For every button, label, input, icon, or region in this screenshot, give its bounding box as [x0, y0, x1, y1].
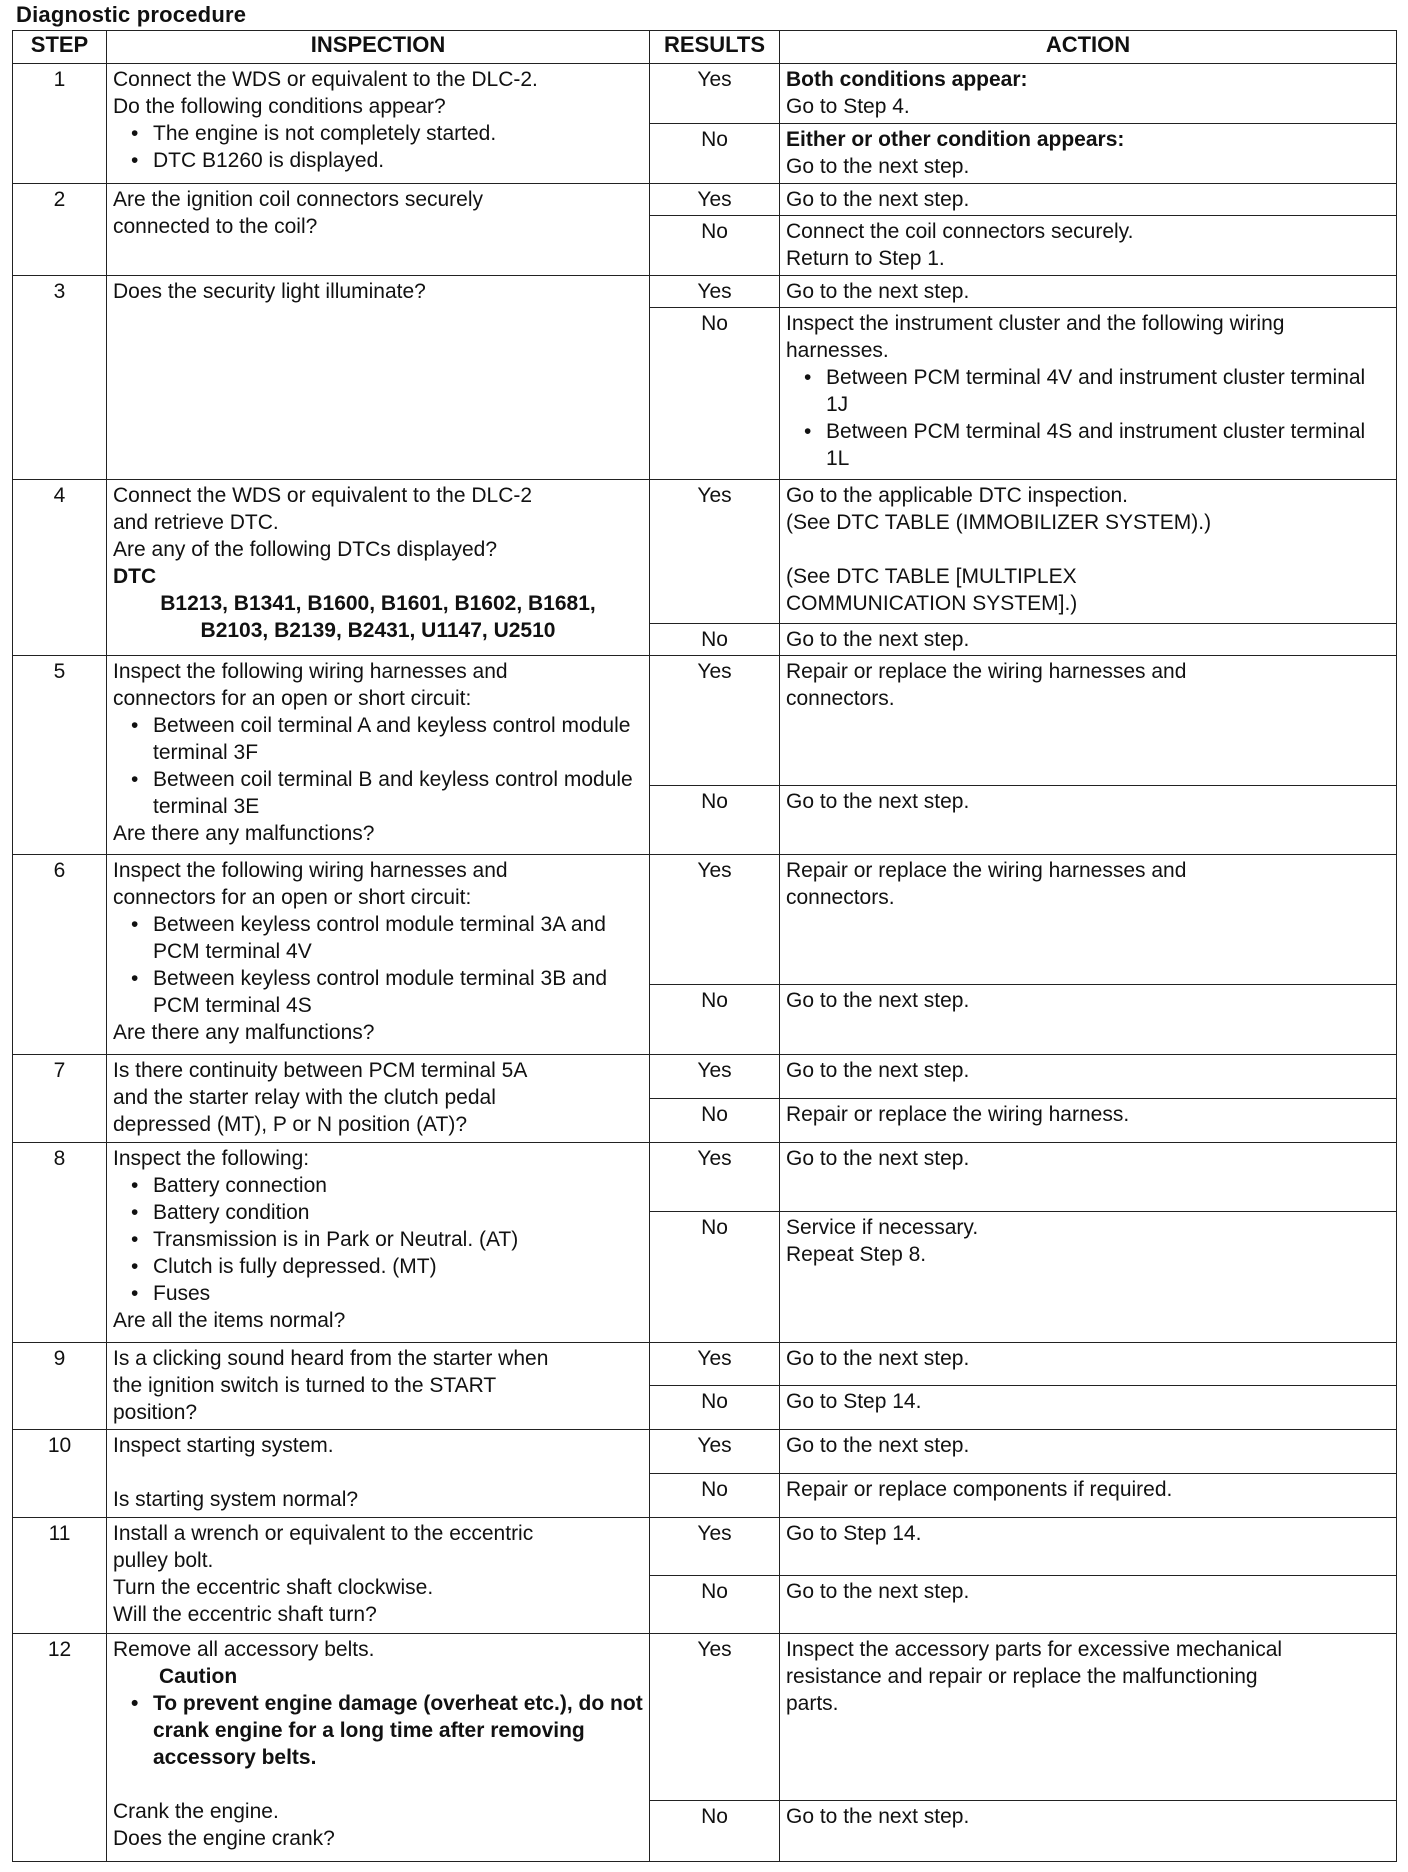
text-line: Go to Step 4. — [786, 95, 910, 118]
text-line: B2103, B2139, B2431, U1147, U2510 — [200, 618, 556, 642]
table-row — [13, 184, 1397, 216]
action-cell — [780, 216, 1397, 276]
step-number: 3 — [13, 276, 107, 480]
bullet-item: • Transmission is in Park or Neutral. (AT) — [113, 1226, 643, 1253]
table-row — [13, 1518, 1397, 1576]
bullet-item: • Between coil terminal A and keyless control module terminal 3F — [113, 712, 643, 766]
table-body — [13, 64, 1397, 1862]
inspection-cell — [107, 1518, 650, 1634]
text-line: Caution — [159, 1665, 238, 1689]
result-cell: Yes — [650, 1634, 780, 1801]
inspection-cell — [107, 855, 650, 1055]
header-results: RESULTS — [650, 31, 780, 64]
text-line: Go to Step 14. — [786, 1390, 922, 1414]
result-cell: Yes — [650, 479, 780, 623]
text-line: position? — [113, 1400, 198, 1424]
result-cell: Yes — [650, 855, 780, 985]
inspection-cell — [107, 479, 650, 655]
text-line: parts. — [786, 1692, 839, 1716]
table-row — [13, 479, 1397, 623]
text-line: Does the security light illuminate? — [113, 280, 426, 304]
result-cell: No — [650, 124, 780, 184]
text-line: Go to Step 14. — [786, 1522, 922, 1546]
step-number: 8 — [13, 1142, 107, 1342]
table-row — [13, 1054, 1397, 1098]
action-cell — [780, 64, 1397, 124]
text-line: Inspect starting system. — [113, 1434, 334, 1458]
table-row — [13, 276, 1397, 308]
text-line: Does the engine crank? — [113, 1827, 335, 1851]
text-line: Go to the next step. — [786, 1580, 970, 1604]
bullet-item: • Between PCM terminal 4V and instrument cluster terminal 1J — [786, 364, 1390, 418]
inspection-cell — [107, 64, 650, 184]
result-cell: Yes — [650, 64, 780, 124]
text-line: Go to the next step. — [786, 1804, 970, 1828]
text-line: Repair or replace components if required. — [786, 1478, 1173, 1502]
result-cell: No — [650, 1474, 780, 1518]
bullet-item: • DTC B1260 is displayed. — [113, 147, 643, 174]
step-number: 1 — [13, 64, 107, 184]
bullet-item: • To prevent engine damage (overheat etc.), do not crank engine for a long time after removing accessory belts. — [113, 1690, 643, 1771]
table-row — [13, 655, 1397, 785]
text-line: Go to the next step. — [786, 1146, 970, 1170]
action-cell — [780, 1342, 1397, 1386]
action-cell — [780, 1800, 1397, 1861]
action-cell — [780, 1142, 1397, 1212]
bullet-item: • Between keyless control module terminal 3B and PCM terminal 4S — [113, 965, 643, 1019]
inspection-cell — [107, 1142, 650, 1342]
action-cell — [780, 276, 1397, 308]
header-action: ACTION — [780, 31, 1397, 64]
bullet-item: • Battery condition — [113, 1199, 643, 1226]
inspection-cell — [107, 276, 650, 480]
text-line: Remove all accessory belts. — [113, 1638, 375, 1662]
text-line: Is starting system normal? — [113, 1488, 359, 1512]
action-cell — [780, 1212, 1397, 1342]
bullet-item: • The engine is not completely started. — [113, 120, 643, 147]
text-line: Inspect the accessory parts for excessive mechanical — [786, 1638, 1283, 1662]
result-cell: No — [650, 985, 780, 1055]
bullet-item: • Battery connection — [113, 1172, 643, 1199]
text-line: Inspect the following wiring harnesses and — [113, 859, 508, 883]
step-number: 5 — [13, 655, 107, 855]
text-line: Turn the eccentric shaft clockwise. — [113, 1576, 434, 1600]
text-line: Go to the next step. — [786, 627, 970, 651]
bullet-item: • Between coil terminal B and keyless control module terminal 3E — [113, 766, 643, 820]
result-cell: No — [650, 1212, 780, 1342]
result-cell: Yes — [650, 1430, 780, 1474]
text-line: and retrieve DTC. — [113, 510, 279, 534]
action-cell — [780, 1098, 1397, 1142]
header-row — [13, 31, 1397, 64]
action-cell — [780, 184, 1397, 216]
table-row — [13, 855, 1397, 985]
result-cell: Yes — [650, 276, 780, 308]
text-line: Connect the WDS or equivalent to the DLC-2 — [113, 483, 533, 507]
text-line: the ignition switch is turned to the START — [113, 1373, 497, 1397]
text-line: B1213, B1341, B1600, B1601, B1602, B1681, — [160, 591, 596, 615]
result-cell: No — [650, 623, 780, 655]
table-row — [13, 1142, 1397, 1212]
bullet-item: • Between PCM terminal 4S and instrument cluster terminal 1L — [786, 418, 1390, 472]
step-number: 7 — [13, 1054, 107, 1142]
action-cell — [780, 655, 1397, 785]
step-number: 12 — [13, 1634, 107, 1862]
inspection-cell — [107, 655, 650, 855]
step-number: 9 — [13, 1342, 107, 1430]
step-number: 2 — [13, 184, 107, 276]
result-cell: Yes — [650, 184, 780, 216]
result-cell: Yes — [650, 1054, 780, 1098]
action-cell — [780, 985, 1397, 1055]
text-line: Will the eccentric shaft turn? — [113, 1603, 377, 1627]
table-row — [13, 1634, 1397, 1801]
result-cell: No — [650, 1800, 780, 1861]
text-line: Install a wrench or equivalent to the eccentric — [113, 1522, 534, 1546]
table-row — [13, 64, 1397, 124]
text-line: Connect the WDS or equivalent to the DLC-2. — [113, 68, 538, 91]
text-line: Are there any malfunctions? — [113, 821, 375, 845]
header-step: STEP — [13, 31, 107, 64]
inspection-cell — [107, 1634, 650, 1862]
text-line: Repair or replace the wiring harness. — [786, 1102, 1130, 1126]
spacer — [786, 536, 1390, 563]
text-line: Are all the items normal? — [113, 1308, 346, 1332]
text-line: connectors. — [786, 686, 895, 710]
action-cell — [780, 785, 1397, 855]
action-cell — [780, 1576, 1397, 1634]
step-number: 10 — [13, 1430, 107, 1518]
result-cell: No — [650, 308, 780, 480]
action-cell — [780, 124, 1397, 184]
text-line: connected to the coil? — [113, 215, 318, 238]
bullet-item: • Fuses — [113, 1280, 643, 1307]
inspection-cell — [107, 1430, 650, 1518]
table-row — [13, 1342, 1397, 1386]
text-line: Inspect the following wiring harnesses and — [113, 659, 508, 683]
action-cell — [780, 1386, 1397, 1430]
text-line: pulley bolt. — [113, 1549, 214, 1573]
action-cell — [780, 308, 1397, 480]
text-line: Crank the engine. — [113, 1800, 279, 1824]
text-line: Go to the next step. — [786, 989, 970, 1013]
text-line: Go to the next step. — [786, 188, 970, 211]
text-line: Repair or replace the wiring harnesses and — [786, 859, 1187, 883]
result-cell: No — [650, 216, 780, 276]
text-line: Is a clicking sound heard from the starter when — [113, 1346, 549, 1370]
action-cell — [780, 855, 1397, 985]
text-line: (See DTC TABLE [MULTIPLEX — [786, 564, 1077, 588]
action-cell — [780, 623, 1397, 655]
action-cell — [780, 1430, 1397, 1474]
text-line: (See DTC TABLE (IMMOBILIZER SYSTEM).) — [786, 510, 1212, 534]
result-cell: No — [650, 1098, 780, 1142]
text-line: and the starter relay with the clutch pedal — [113, 1085, 496, 1109]
result-cell: Yes — [650, 1342, 780, 1386]
diagnostic-table — [12, 30, 1397, 1862]
text-line: Service if necessary. — [786, 1216, 979, 1240]
action-cell — [780, 1054, 1397, 1098]
text-line: Go to the next step. — [786, 789, 970, 813]
text-line: resistance and repair or replace the malfunctioning — [786, 1665, 1258, 1689]
text-line: connectors for an open or short circuit: — [113, 686, 472, 710]
action-cell — [780, 1474, 1397, 1518]
result-cell: No — [650, 785, 780, 855]
text-line: Both conditions appear: — [786, 68, 1028, 91]
text-line: Is there continuity between PCM terminal 5A — [113, 1058, 528, 1082]
spacer — [113, 1771, 643, 1798]
spacer — [113, 1459, 643, 1486]
document-title: Diagnostic procedure — [16, 2, 247, 27]
text-line: Go to the next step. — [786, 280, 970, 304]
text-line: Go to the applicable DTC inspection. — [786, 483, 1129, 507]
text-line: DTC — [113, 564, 157, 588]
text-line: Connect the coil connectors securely. — [786, 220, 1134, 244]
action-cell — [780, 479, 1397, 623]
bullet-item: • Clutch is fully depressed. (MT) — [113, 1253, 643, 1280]
action-cell — [780, 1518, 1397, 1576]
result-cell: No — [650, 1386, 780, 1430]
inspection-cell — [107, 184, 650, 276]
step-number: 6 — [13, 855, 107, 1055]
text-line: depressed (MT), P or N position (AT)? — [113, 1112, 468, 1136]
header-inspection: INSPECTION — [107, 31, 650, 64]
action-cell — [780, 1634, 1397, 1801]
text-line: Repeat Step 8. — [786, 1243, 927, 1267]
text-line: Are any of the following DTCs displayed? — [113, 537, 498, 561]
result-cell: Yes — [650, 1142, 780, 1212]
step-number: 11 — [13, 1518, 107, 1634]
text-line: Either or other condition appears: — [786, 128, 1125, 151]
text-line: connectors. — [786, 886, 895, 910]
text-line: Go to the next step. — [786, 1058, 970, 1082]
text-line: COMMUNICATION SYSTEM].) — [786, 591, 1078, 615]
table-row — [13, 1430, 1397, 1474]
text-line: Go to the next step. — [786, 155, 970, 178]
bullet-item: • Between keyless control module terminal 3A and PCM terminal 4V — [113, 911, 643, 965]
result-cell: Yes — [650, 655, 780, 785]
text-line: Go to the next step. — [786, 1434, 970, 1458]
text-line: Return to Step 1. — [786, 247, 945, 271]
text-line: harnesses. — [786, 339, 889, 363]
text-line: Are the ignition coil connectors securely — [113, 188, 484, 211]
step-number: 4 — [13, 479, 107, 655]
text-line: Do the following conditions appear? — [113, 95, 446, 118]
inspection-cell — [107, 1342, 650, 1430]
text-line: Go to the next step. — [786, 1346, 970, 1370]
text-line: Are there any malfunctions? — [113, 1021, 375, 1045]
result-cell: No — [650, 1576, 780, 1634]
text-line: Inspect the following: — [113, 1146, 310, 1170]
inspection-cell — [107, 1054, 650, 1142]
text-line: connectors for an open or short circuit: — [113, 886, 472, 910]
result-cell: Yes — [650, 1518, 780, 1576]
text-line: Repair or replace the wiring harnesses and — [786, 659, 1187, 683]
text-line: Inspect the instrument cluster and the following wiring — [786, 312, 1285, 336]
